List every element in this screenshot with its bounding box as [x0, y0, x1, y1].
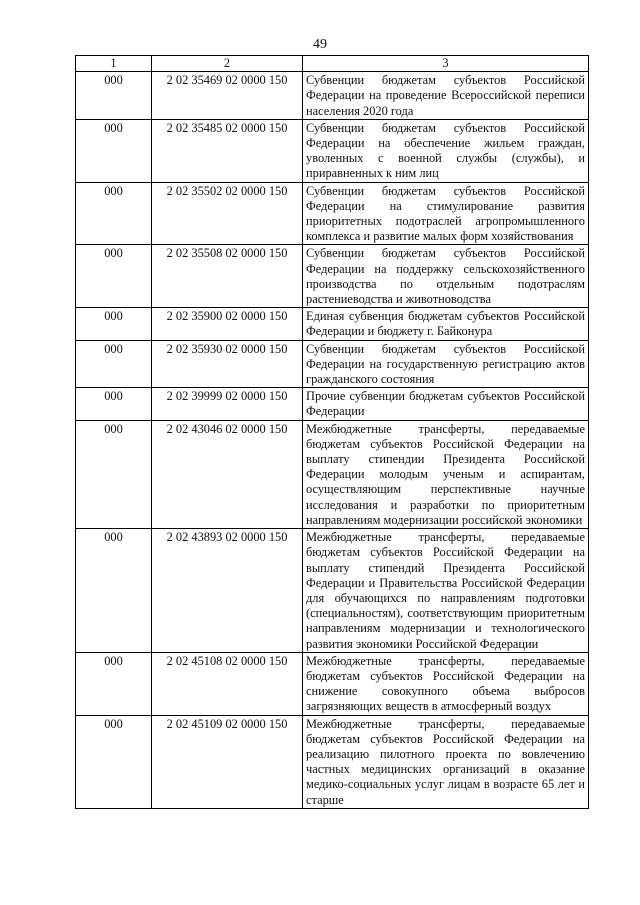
budget-code-cell: 2 02 43046 02 0000 150 [152, 420, 303, 528]
budget-code-cell: 2 02 35930 02 0000 150 [152, 340, 303, 388]
table-row [76, 308, 589, 340]
budget-code-cell: 2 02 35508 02 0000 150 [152, 245, 303, 308]
budget-code-cell: 2 02 35469 02 0000 150 [152, 72, 303, 120]
description-cell: Субвенции бюджетам субъектов Российской Федерации на поддержку сельскохозяйственного производства по отдельным подотраслям растениеводства и животноводства [303, 245, 589, 308]
budget-code-cell: 2 02 45108 02 0000 150 [152, 652, 303, 715]
column-header-2: 2 [152, 56, 303, 72]
table-row [76, 529, 589, 653]
description-cell: Межбюджетные трансферты, передаваемые бюджетам субъектов Российской Федерации на реализацию пилотного проекта по вовлечению частных медицинских организаций в оказание медико-социальных услуг лицам в возрасте 65 лет и старше [303, 715, 589, 808]
admin-code-cell: 000 [76, 119, 152, 182]
table-row [76, 245, 589, 308]
admin-code-cell: 000 [76, 388, 152, 420]
table-row [76, 388, 589, 420]
budget-code-cell: 2 02 35485 02 0000 150 [152, 119, 303, 182]
table-row [76, 182, 589, 245]
admin-code-cell: 000 [76, 308, 152, 340]
budget-code-cell: 2 02 39999 02 0000 150 [152, 388, 303, 420]
description-cell: Межбюджетные трансферты, передаваемые бюджетам субъектов Российской Федерации на снижение совокупного объема выбросов загрязняющих веществ в атмосферный воздух [303, 652, 589, 715]
budget-code-cell: 2 02 35502 02 0000 150 [152, 182, 303, 245]
admin-code-cell: 000 [76, 529, 152, 653]
description-cell: Межбюджетные трансферты, передаваемые бюджетам субъектов Российской Федерации на выплату стипендий Президента Российской Федерации и Правительства Российской Федерации для обучающихся по направлениям подготовки (специальностям), соответствующим приоритетным направлениям модернизации и технологического развития экономики Российской Федерации [303, 529, 589, 653]
description-cell: Прочие субвенции бюджетам субъектов Российской Федерации [303, 388, 589, 420]
budget-code-cell: 2 02 45109 02 0000 150 [152, 715, 303, 808]
admin-code-cell: 000 [76, 715, 152, 808]
budget-code-cell: 2 02 35900 02 0000 150 [152, 308, 303, 340]
admin-code-cell: 000 [76, 340, 152, 388]
page-number: 49 [313, 37, 327, 52]
column-header-1: 1 [76, 56, 152, 72]
table-row [76, 420, 589, 528]
table-row [76, 119, 589, 182]
admin-code-cell: 000 [76, 245, 152, 308]
admin-code-cell: 000 [76, 72, 152, 120]
admin-code-cell: 000 [76, 420, 152, 528]
table-row [76, 652, 589, 715]
description-cell: Единая субвенция бюджетам субъектов Российской Федерации и бюджету г. Байконура [303, 308, 589, 340]
budget-code-cell: 2 02 43893 02 0000 150 [152, 529, 303, 653]
admin-code-cell: 000 [76, 652, 152, 715]
table-row [76, 715, 589, 808]
description-cell: Субвенции бюджетам субъектов Российской Федерации на обеспечение жильем граждан, уволенных с военной службы (службы), и приравненных к ним лиц [303, 119, 589, 182]
description-cell: Межбюджетные трансферты, передаваемые бюджетам субъектов Российской Федерации на выплату стипендии Президента Российской Федерации молодым ученым и аспирантам, осуществляющим перспективные научные исследования и разработки по приоритетным направлениям модернизации российской экономики [303, 420, 589, 528]
table-header-row [76, 56, 589, 72]
column-header-3: 3 [303, 56, 589, 72]
table-row [76, 72, 589, 120]
table-row [76, 340, 589, 388]
description-cell: Субвенции бюджетам субъектов Российской Федерации на стимулирование развития приоритетных подотраслей агропромышленного комплекса и развитие малых форм хозяйствования [303, 182, 589, 245]
description-cell: Субвенции бюджетам субъектов Российской Федерации на проведение Всероссийской переписи населения 2020 года [303, 72, 589, 120]
description-cell: Субвенции бюджетам субъектов Российской Федерации на государственную регистрацию актов гражданского состояния [303, 340, 589, 388]
budget-codes-table [75, 55, 589, 809]
admin-code-cell: 000 [76, 182, 152, 245]
